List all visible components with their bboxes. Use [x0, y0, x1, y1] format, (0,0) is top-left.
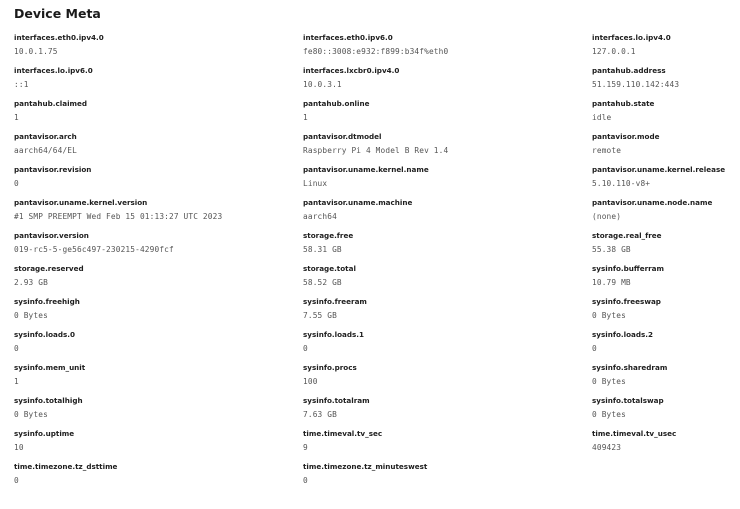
meta-item: [14, 132, 303, 165]
meta-key: sysinfo.totalswap: [592, 396, 664, 405]
meta-value: 409423: [592, 443, 622, 452]
meta-value: 2.93 GB: [14, 278, 48, 287]
meta-value: 127.0.0.1: [592, 47, 636, 56]
meta-key: sysinfo.sharedram: [592, 363, 668, 372]
meta-key: pantavisor.uname.machine: [303, 198, 413, 207]
meta-item: [303, 396, 592, 429]
meta-value: 58.52 GB: [303, 278, 342, 287]
meta-key: pantavisor.uname.node.name: [592, 198, 713, 207]
meta-item: [14, 33, 303, 66]
meta-value: 10.0.1.75: [14, 47, 58, 56]
meta-item: [592, 66, 734, 99]
meta-key: pantavisor.uname.kernel.name: [303, 165, 429, 174]
meta-item: [303, 363, 592, 396]
meta-value: 7.55 GB: [303, 311, 337, 320]
meta-item: [592, 396, 734, 429]
meta-item: [592, 99, 734, 132]
meta-item: [14, 231, 303, 264]
meta-item: [592, 231, 734, 264]
meta-value: Raspberry Pi 4 Model B Rev 1.4: [303, 146, 449, 155]
meta-item: [14, 396, 303, 429]
meta-value: 1: [14, 113, 19, 122]
meta-key: storage.free: [303, 231, 354, 240]
meta-key: pantahub.claimed: [14, 99, 88, 108]
meta-value: idle: [592, 113, 612, 122]
meta-key: interfaces.eth0.ipv4.0: [14, 33, 104, 42]
meta-item: [303, 66, 592, 99]
meta-value: 5.10.110-v8+: [592, 179, 651, 188]
meta-item: [592, 33, 734, 66]
meta-key: interfaces.lxcbr0.ipv4.0: [303, 66, 400, 75]
meta-key: pantavisor.uname.kernel.version: [14, 198, 148, 207]
meta-value: 0: [14, 344, 19, 353]
meta-key: pantahub.online: [303, 99, 370, 108]
meta-key: sysinfo.totalram: [303, 396, 370, 405]
meta-key: sysinfo.bufferram: [592, 264, 665, 273]
meta-value: 0 Bytes: [14, 311, 48, 320]
meta-key: pantahub.address: [592, 66, 666, 75]
meta-value: 0 Bytes: [592, 377, 626, 386]
meta-item: [303, 33, 592, 66]
meta-key: time.timezone.tz_dsttime: [14, 462, 118, 471]
meta-value: #1 SMP PREEMPT Wed Feb 15 01:13:27 UTC 2023: [14, 212, 223, 221]
meta-item: [14, 198, 303, 231]
meta-item: [303, 99, 592, 132]
meta-item: [303, 462, 592, 495]
meta-value: ::1: [14, 80, 29, 89]
meta-key: time.timezone.tz_minuteswest: [303, 462, 428, 471]
meta-item: [303, 330, 592, 363]
meta-value: 0 Bytes: [592, 410, 626, 419]
meta-key: time.timeval.tv_sec: [303, 429, 383, 438]
meta-item: [14, 462, 303, 495]
meta-key: storage.total: [303, 264, 356, 273]
meta-value: 100: [303, 377, 318, 386]
meta-value: 0: [14, 179, 19, 188]
meta-item: [592, 198, 734, 231]
meta-value: 55.38 GB: [592, 245, 631, 254]
meta-grid: [14, 33, 734, 495]
meta-item: [592, 330, 734, 363]
meta-key: pantavisor.version: [14, 231, 89, 240]
meta-key: sysinfo.uptime: [14, 429, 75, 438]
meta-value: (none): [592, 212, 622, 221]
meta-value: 1: [303, 113, 308, 122]
meta-key: storage.reserved: [14, 264, 84, 273]
meta-key: interfaces.eth0.ipv6.0: [303, 33, 393, 42]
meta-item: [592, 165, 734, 198]
meta-value: 019-rc5-5-ge56c497-230215-4290fcf: [14, 245, 174, 254]
meta-item: [303, 297, 592, 330]
meta-item: [14, 297, 303, 330]
meta-key: sysinfo.procs: [303, 363, 357, 372]
meta-key: interfaces.lo.ipv4.0: [592, 33, 671, 42]
meta-value: Linux: [303, 179, 328, 188]
meta-item: [14, 66, 303, 99]
meta-item: [14, 363, 303, 396]
meta-value: 0: [14, 476, 19, 485]
meta-value: 0: [592, 344, 597, 353]
meta-value: 0 Bytes: [14, 410, 48, 419]
meta-value: 0: [303, 344, 308, 353]
meta-item: [303, 198, 592, 231]
meta-value: 58.31 GB: [303, 245, 342, 254]
meta-key: sysinfo.freeram: [303, 297, 367, 306]
meta-key: pantavisor.arch: [14, 132, 77, 141]
meta-key: sysinfo.freehigh: [14, 297, 80, 306]
meta-item: [303, 231, 592, 264]
meta-item: [592, 363, 734, 396]
meta-value: 0 Bytes: [592, 311, 626, 320]
meta-value: 1: [14, 377, 19, 386]
meta-key: sysinfo.totalhigh: [14, 396, 83, 405]
meta-value: 10: [14, 443, 24, 452]
meta-value: aarch64/64/EL: [14, 146, 77, 155]
meta-key: pantavisor.mode: [592, 132, 660, 141]
meta-value: fe80::3008:e932:f899:b34f%eth0: [303, 47, 449, 56]
meta-value: 0: [303, 476, 308, 485]
meta-item: [303, 165, 592, 198]
meta-value: remote: [592, 146, 622, 155]
meta-key: storage.real_free: [592, 231, 662, 240]
meta-value: 7.63 GB: [303, 410, 337, 419]
meta-item: [303, 132, 592, 165]
meta-item: [592, 264, 734, 297]
meta-key: sysinfo.loads.2: [592, 330, 654, 339]
meta-value: 51.159.110.142:443: [592, 80, 680, 89]
meta-key: sysinfo.freeswap: [592, 297, 661, 306]
meta-key: pantavisor.uname.kernel.release: [592, 165, 726, 174]
meta-value: 9: [303, 443, 308, 452]
meta-key: time.timeval.tv_usec: [592, 429, 677, 438]
meta-item: [303, 264, 592, 297]
meta-value: 10.79 MB: [592, 278, 631, 287]
meta-key: sysinfo.loads.1: [303, 330, 365, 339]
meta-key: sysinfo.loads.0: [14, 330, 76, 339]
meta-item: [14, 429, 303, 462]
meta-item: [14, 264, 303, 297]
meta-key: pantahub.state: [592, 99, 655, 108]
meta-item: [592, 297, 734, 330]
meta-value: 10.0.3.1: [303, 80, 342, 89]
meta-item: [14, 165, 303, 198]
meta-item: [592, 429, 734, 462]
meta-key: pantavisor.dtmodel: [303, 132, 382, 141]
page-title: Device Meta: [14, 6, 101, 21]
meta-item: [303, 429, 592, 462]
meta-key: interfaces.lo.ipv6.0: [14, 66, 93, 75]
meta-item: [14, 99, 303, 132]
meta-item: [592, 132, 734, 165]
meta-value: aarch64: [303, 212, 337, 221]
meta-key: sysinfo.mem_unit: [14, 363, 86, 372]
meta-key: pantavisor.revision: [14, 165, 92, 174]
meta-item: [14, 330, 303, 363]
